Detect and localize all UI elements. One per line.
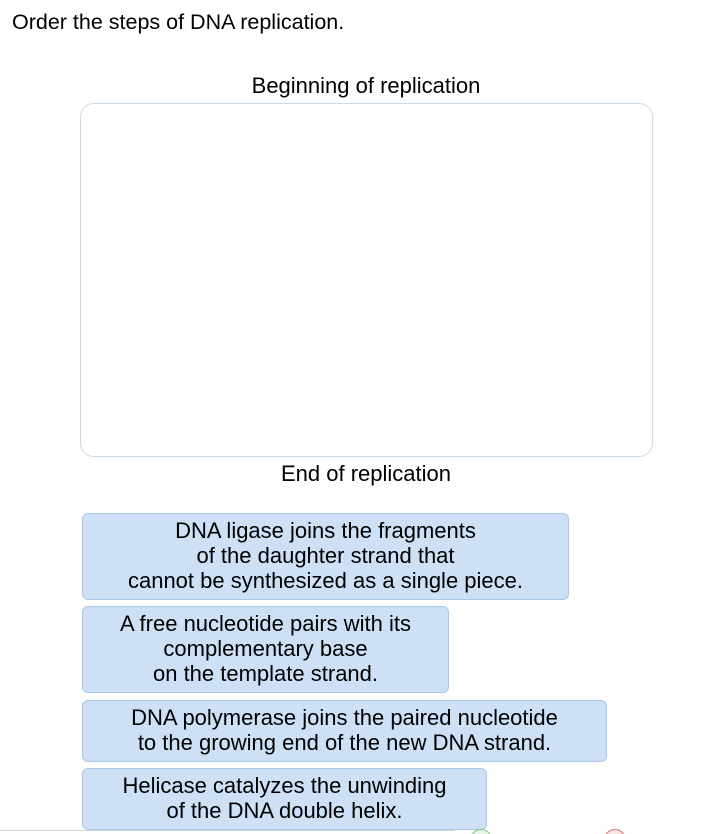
tile-text-line: DNA polymerase joins the paired nucleotide [131, 705, 558, 730]
tile-text-line: of the daughter strand that [196, 543, 455, 568]
tile-text-line: complementary base [163, 636, 368, 661]
end-label: End of replication [281, 461, 451, 486]
tile-text-line: Helicase catalyzes the unwinding [122, 773, 447, 798]
draggable-step-nucleotide-pairing[interactable] [82, 606, 449, 693]
question-prompt: Order the steps of DNA replication. [12, 10, 345, 34]
beginning-label: Beginning of replication [251, 73, 481, 98]
tile-text-line: DNA ligase joins the fragments [175, 518, 476, 543]
draggable-step-helicase[interactable] [82, 768, 487, 830]
tile-text-line: A free nucleotide pairs with its [119, 611, 412, 636]
tile-text-line: cannot be synthesized as a single piece. [127, 568, 524, 593]
draggable-step-dna-ligase[interactable] [82, 513, 569, 600]
tile-text-line: on the template strand. [152, 661, 379, 686]
draggable-step-dna-polymerase[interactable] [82, 700, 607, 762]
tile-text-line: to the growing end of the new DNA strand. [137, 730, 552, 755]
tile-text-line: of the DNA double helix. [166, 798, 403, 823]
reset-answer-icon[interactable] [604, 829, 626, 834]
ordering-drop-zone[interactable] [80, 103, 653, 457]
divider [0, 830, 455, 831]
